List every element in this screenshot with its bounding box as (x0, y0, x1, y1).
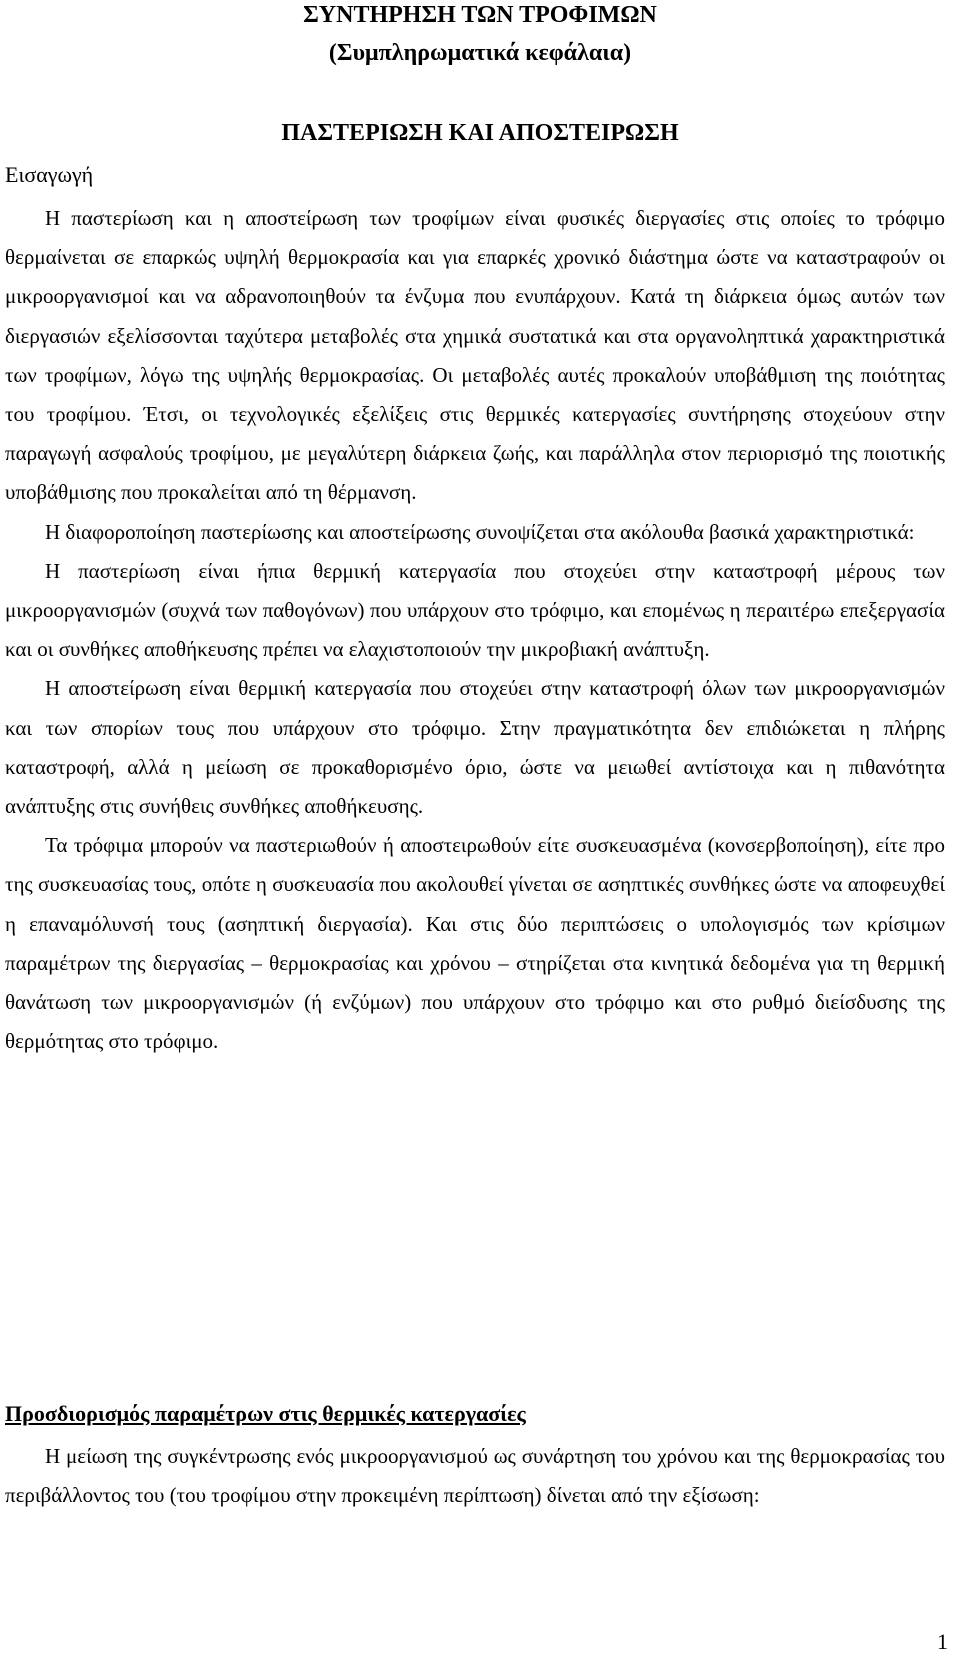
paragraph: Η παστερίωση και η αποστείρωση των τροφίμων είναι φυσικές διεργασίες στις οποίες το τρόφιμο θερμαίνεται σε επαρκώς υψηλή θερμοκρασία και για επαρκές χρονικό διάστημα ώστε να καταστραφούν οι μικροοργανισμοί και να αδρανοποιηθούν τα ένζυμα που ενυπάρχουν. Κατά τη διάρκεια όμως αυτών των διεργασιών εξελίσσονται ταχύτερα μεταβολές στα χημικά συστατικά και στα οργανοληπτικά χαρακτηριστικά των τροφίμων, λόγω της υψηλής θερμοκρασίας. Οι μεταβολές αυτές προκαλούν υποβάθμιση της ποιότητας του τροφίμου. Έτσι, οι τεχνολογικές εξελίξεις στις θερμικές κατεργασίες συντήρησης στοχεύουν στην παραγωγή ασφαλούς τροφίμου, με μεγαλύτερη διάρκεια ζωής, και παράλληλα στον περιορισμό της ποιοτικής υποβάθμισης που προκαλείται από τη θέρμανση. (5, 206, 945, 505)
paragraph: Τα τρόφιμα μπορούν να παστεριωθούν ή αποστειρωθούν είτε συσκευασμένα (κονσερβοποίηση), είτε προ της συσκευασίας τους, οπότε η συσκευασία που ακολουθεί γίνεται σε ασηπτικές συνθήκες ώστε να αποφευχθεί η επαναμόλυνσή τους (ασηπτική διεργασία). Και στις δύο περιπτώσεις ο υπολογισμός των κρίσιμων παραμέτρων της διεργασίας – θερμοκρασίας και χρόνου – στηρίζεται στα κινητικά δεδομένα για τη θερμική θανάτωση των μικροοργανισμών (ή ενζύμων) που υπάρχουν στο τρόφιμο και στο ρυθμό διείσδυσης της θερμότητας στο τρόφιμο. (5, 833, 945, 1054)
paragraph: Η μείωση της συγκέντρωσης ενός μικροοργανισμού ως συνάρτηση του χρόνου και της θερμοκρασίας του περιβάλλοντος του (του τροφίμου στην προκειμένη περίπτωση) δίνεται από την εξίσωση: (5, 1444, 945, 1508)
intro-body (5, 199, 945, 1061)
paragraph: Η παστερίωση είναι ήπια θερμική κατεργασία που στοχεύει στην καταστροφή μέρους των μικροοργανισμών (συχνά των παθογόνων) που υπάρχουν στο τρόφιμο, και επομένως η περαιτέρω επεξεργασία και οι συνθήκες αποθήκευσης πρέπει να ελαχιστοποιούν την μικροβιακή ανάπτυξη. (5, 558, 945, 662)
document-title: ΣΥΝΤΗΡΗΣΗ ΤΩΝ ΤΡΟΦΙΜΩΝ (303, 2, 657, 28)
intro-heading: Εισαγωγή (5, 162, 94, 187)
paragraph: Η διαφοροποίηση παστερίωσης και αποστείρωσης συνοψίζεται στα ακόλουθα βασικά χαρακτηριστικά: (45, 519, 915, 544)
section-body (5, 1437, 945, 1515)
paragraph: Η αποστείρωση είναι θερμική κατεργασία που στοχεύει στην καταστροφή όλων των μικροοργανισμών και των σπορίων τους που υπάρχουν στο τρόφιμο. Στην πραγματικότητα δεν επιδιώκεται η πλήρης καταστροφή, αλλά η μείωση σε προκαθορισμένο όριο, ώστε να μειωθεί αντίστοιχα και η πιθανότητα ανάπτυξης στις συνήθεις συνθήκες αποθήκευσης. (5, 676, 945, 819)
document-subtitle: (Συμπληρωματικά κεφάλαια) (328, 40, 632, 66)
chapter-title: ΠΑΣΤΕΡΙΩΣΗ ΚΑΙ ΑΠΟΣΤΕΙΡΩΣΗ (281, 120, 679, 146)
section-heading: Προσδιορισμός παραμέτρων στις θερμικές κατεργασίες (5, 1401, 526, 1426)
page-number: 1 (937, 1629, 948, 1654)
